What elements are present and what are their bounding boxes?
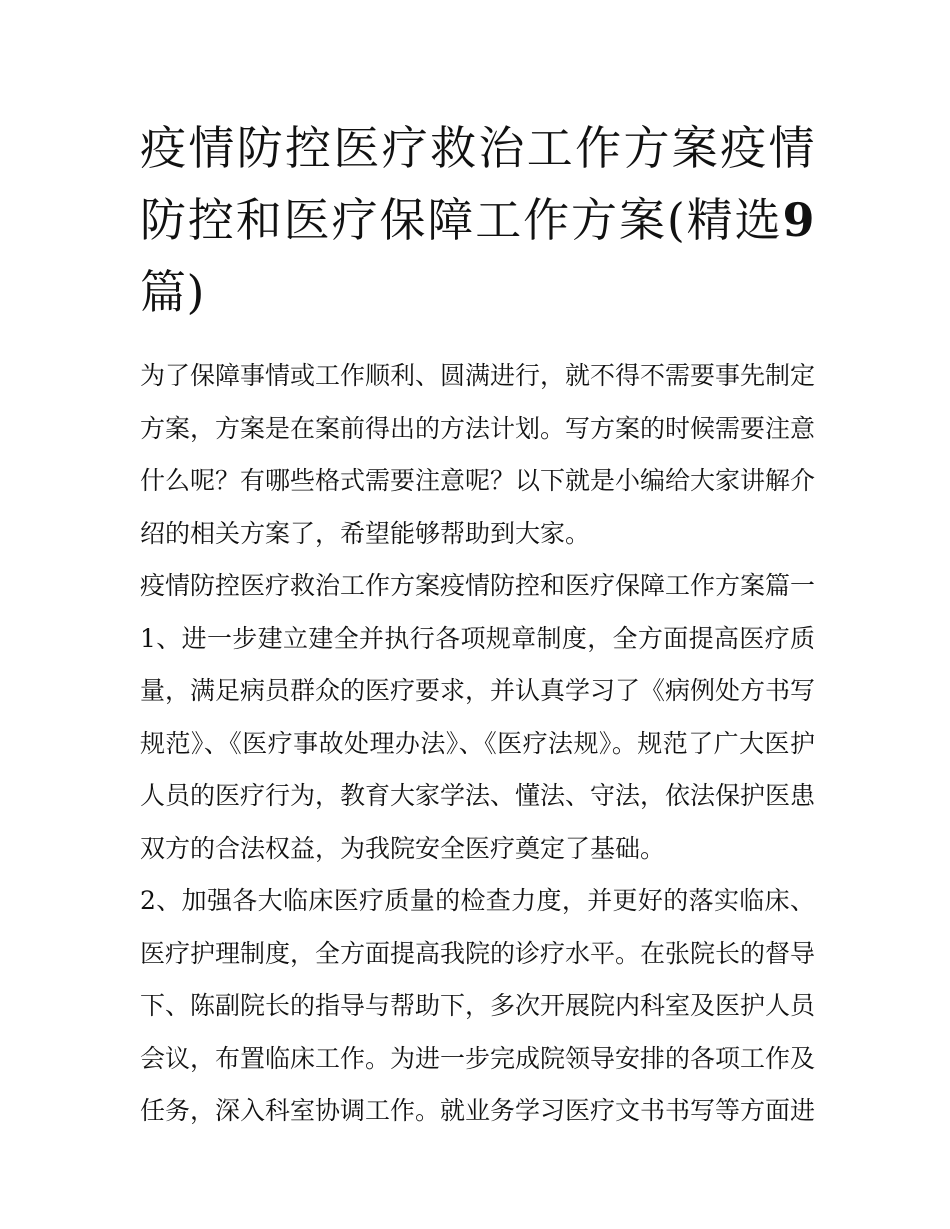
document-title: 疫情防控医疗救治工作方案疫情防控和医疗保障工作方案(精选9篇) (140, 121, 815, 319)
body-paragraph-1: 1、进一步建立建全并执行各项规章制度，全方面提高医疗质量，满足病员群众的医疗要求，并认真学习了《病例处方书写规范》、《医疗事故处理办法》、《医疗法规》。规范了广大医护人员的医疗行为，教育大家学法、懂法、守法，依法保护医患双方的合法权益，为我院安全医疗奠定了基础。 (140, 623, 816, 863)
section-heading: 疫情防控医疗救治工作方案疫情防控和医疗保障工作方案篇一 (140, 571, 816, 600)
body-paragraph-2: 2、加强各大临床医疗质量的检查力度，并更好的落实临床、医疗护理制度，全方面提高我院的诊疗水平。在张院长的督导下、陈副院长的指导与帮助下，多次开展院内科室及医护人员会议，布置临床工作。为进一步完成院领导安排的各项工作及任务，深入科室协调工作。就业务学习医疗文书书写等方面进 (140, 886, 816, 1125)
intro-paragraph: 为了保障事情或工作顺利、圆满进行，就不得不需要事先制定方案，方案是在案前得出的方法计划。写方案的时候需要注意什么呢？有哪些格式需要注意呢？以下就是小编给大家讲解介绍的相关方案了，希望能够帮助到大家。 (140, 361, 816, 548)
document-body (140, 350, 815, 1138)
document-content (140, 112, 815, 1138)
